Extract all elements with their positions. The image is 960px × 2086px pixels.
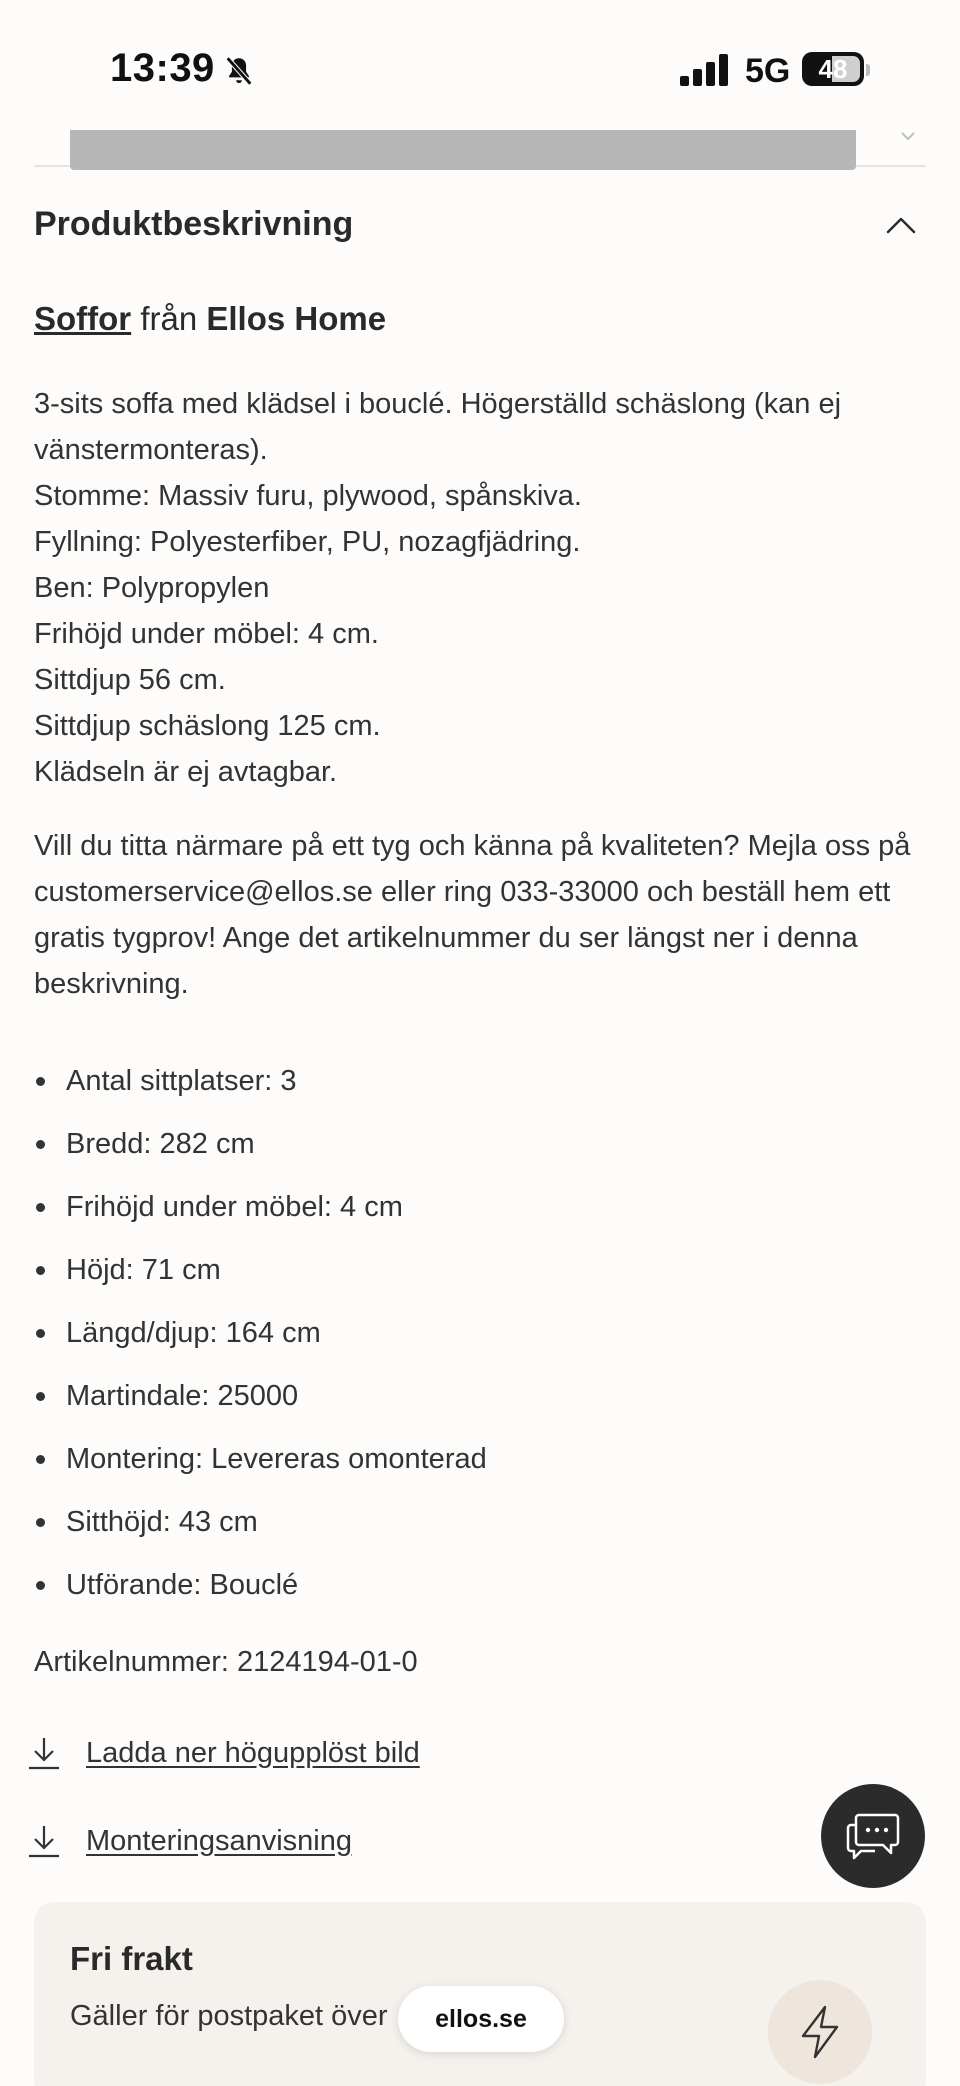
assembly-instructions-link[interactable] xyxy=(26,1819,352,1863)
spec-list xyxy=(34,1058,914,1625)
spec-item: Höjd: 71 cm xyxy=(34,1247,914,1310)
spec-item: Martindale: 25000 xyxy=(34,1373,914,1436)
section-title: Produktbeskrivning xyxy=(34,205,354,243)
brand-name: Ellos Home xyxy=(206,300,387,337)
spec-item: Sitthöjd: 43 cm xyxy=(34,1499,914,1562)
fabric-sample-info: Vill du titta närmare på ett tyg och känna på kvaliteten? Mejla oss på customerservice@ellos.se eller ring 033-33000 och beställ hem ett gratis tygprov! Ange det artikelnummer du ser längst ner i denna beskrivning. xyxy=(34,830,911,1000)
card-title: Fri frakt xyxy=(70,1940,193,1977)
signal-icon xyxy=(680,54,730,86)
article-number: Artikelnummer: 2124194-01-0 xyxy=(34,1646,418,1678)
description-line: Fyllning: Polyesterfiber, PU, nozagfjädring. xyxy=(34,526,581,558)
chat-button[interactable] xyxy=(821,1784,925,1888)
browser-url-pill[interactable]: ellos.se xyxy=(398,1986,564,2052)
battery-level: 48 xyxy=(818,53,848,84)
download-icon xyxy=(26,1735,62,1771)
chevron-up-icon[interactable] xyxy=(886,215,916,235)
download-image-label: Ladda ner högupplöst bild xyxy=(86,1736,420,1769)
spec-item: Antal sittplatser: 3 xyxy=(34,1058,914,1121)
description-line: Stomme: Massiv furu, plywood, spånskiva. xyxy=(34,480,582,512)
bolt-badge xyxy=(768,1980,872,2084)
description-line: vänstermonteras). xyxy=(34,434,268,466)
spec-item: Utförande: Bouclé xyxy=(34,1562,914,1625)
description-line: Frihöjd under möbel: 4 cm. xyxy=(34,618,379,650)
spec-item: Bredd: 282 cm xyxy=(34,1121,914,1184)
bell-slash-icon xyxy=(222,54,256,88)
description xyxy=(34,381,934,795)
category-link[interactable]: Soffor xyxy=(34,300,132,337)
status-time: 13:39 xyxy=(110,46,215,90)
download-image-link[interactable] xyxy=(26,1731,420,1775)
spec-item: Montering: Levereras omonterad xyxy=(34,1436,914,1499)
sticky-add-to-cart-bar[interactable] xyxy=(70,130,856,170)
network-type: 5G xyxy=(745,52,791,90)
description-line: 3-sits soffa med klädsel i bouclé. Högerställd schäslong (kan ej xyxy=(34,388,842,420)
spec-item: Frihöjd under möbel: 4 cm xyxy=(34,1184,914,1247)
description-line: Sittdjup schäslong 125 cm. xyxy=(34,710,381,742)
description-line: Ben: Polypropylen xyxy=(34,572,270,604)
assembly-instructions-label: Monteringsanvisning xyxy=(86,1824,352,1857)
card-subtitle: Gäller för postpaket över xyxy=(70,2000,388,2032)
download-icon xyxy=(26,1823,62,1859)
description-line: Klädseln är ej avtagbar. xyxy=(34,756,338,788)
spec-item: Längd/djup: 164 cm xyxy=(34,1310,914,1373)
battery-indicator xyxy=(802,52,864,86)
chat-icon xyxy=(845,1811,901,1861)
description-line: Sittdjup 56 cm. xyxy=(34,664,226,696)
product-description-header[interactable] xyxy=(34,205,926,255)
lightning-icon xyxy=(795,2004,845,2060)
brand-line xyxy=(34,300,386,338)
from-text: från xyxy=(140,300,198,337)
status-bar xyxy=(0,0,960,130)
